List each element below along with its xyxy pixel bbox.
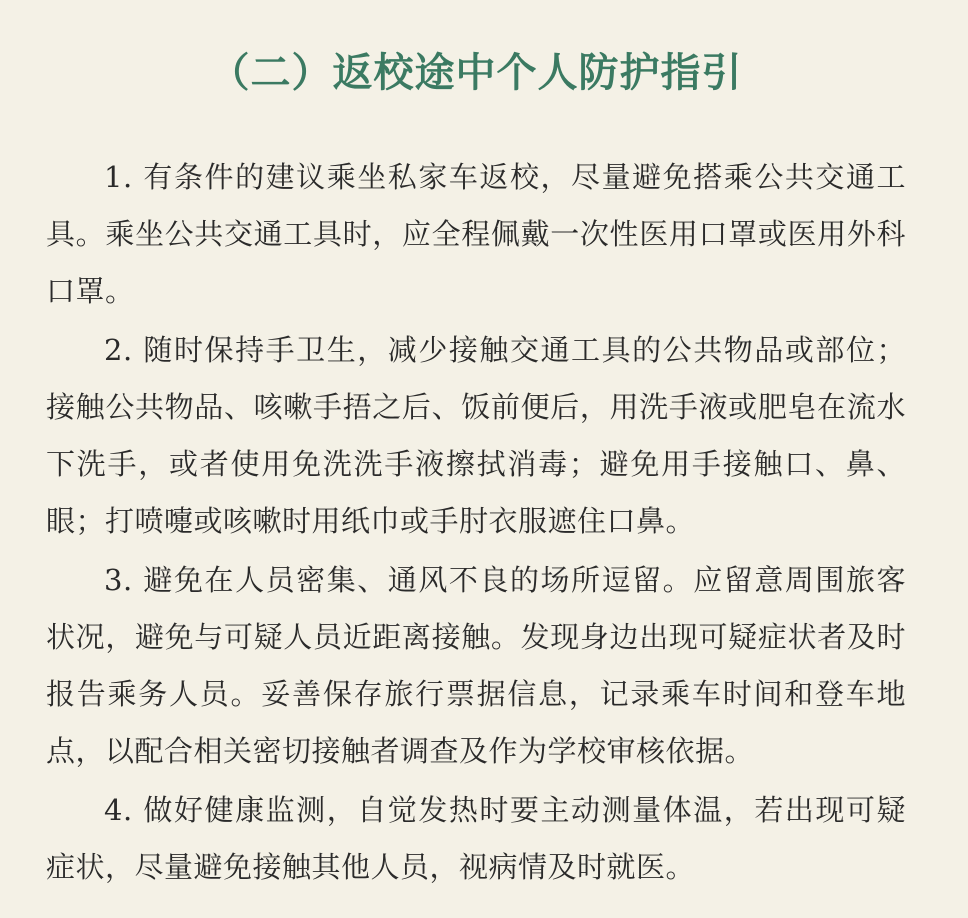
paragraph-2: 2. 随时保持手卫生，减少接触交通工具的公共物品或部位；接触公共物品、咳嗽手捂之后、饭前便后，用洗手液或肥皂在流水下洗手，或者使用免洗洗手液擦拭消毒；避免用手接触口、鼻、眼；打喷嚏或咳嗽时用纸巾或手肘衣服遮住口鼻。 bbox=[46, 333, 906, 538]
paragraph-4: 4. 做好健康监测，自觉发热时要主动测量体温，若出现可疑症状，尽量避免接触其他人员，视病情及时就医。 bbox=[46, 793, 906, 884]
paragraph-1: 1. 有条件的建议乘坐私家车返校，尽量避免搭乘公共交通工具。乘坐公共交通工具时，应全程佩戴一次性医用口罩或医用外科口罩。 bbox=[46, 160, 906, 308]
paragraph-3: 3. 避免在人员密集、通风不良的场所逗留。应留意周围旅客状况，避免与可疑人员近距离接触。发现身边出现可疑症状者及时报告乘务人员。妥善保存旅行票据信息，记录乘车时间和登车地点，以配合相关密切接触者调查及作为学校审核依据。 bbox=[46, 563, 906, 768]
document-body bbox=[46, 149, 906, 896]
page-title: （二）返校途中个人防护指引 bbox=[209, 49, 743, 96]
